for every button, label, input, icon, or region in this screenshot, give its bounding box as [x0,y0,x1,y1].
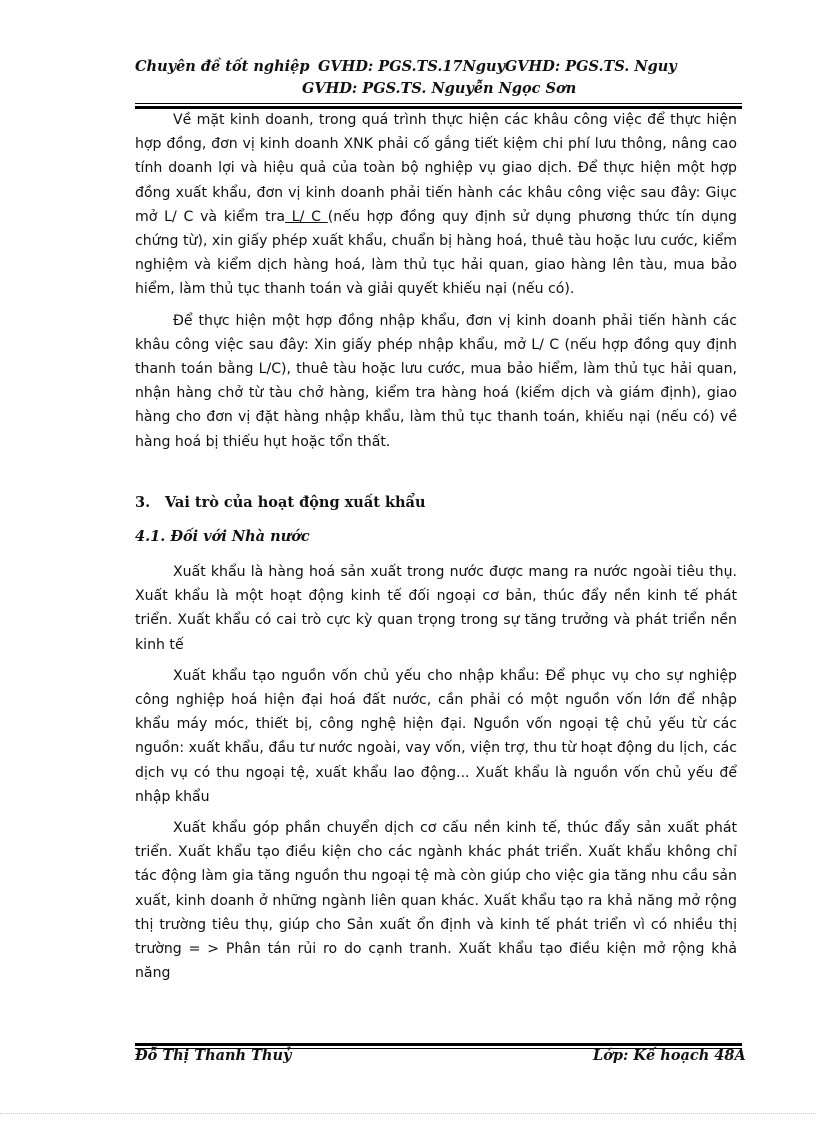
paragraph-text: Về mặt kinh doanh, trong quá trình thực hiện các khâu công việc để thực hiện hợp đồng, đơn vị kinh doanh XNK phải cố gắng tiết kiệm chi phí lưu thông, nâng cao tính doanh lợi và hiệu quả của toàn bộ nghiệp vụ giao dịch. Để thực hiện một hợp đồng xuất khẩu, đơn vị kinh doanh phải tiến hành các khâu công việc sau đây: Giục mở L/ C và kiểm tra [135,112,737,225]
paragraph-export-definition: Xuất khẩu là hàng hoá sản xuất trong nước được mang ra nước ngoài tiêu thụ. Xuất khẩu là một hoạt động kinh tế đối ngoại cơ bản, thúc đẩy nền kinh tế phát triển. Xuất khẩu có cai trò cực kỳ quan trọng trong sự tăng trưởng và phát triển nền kinh tế [135,564,737,653]
header-advisor: GVHD: PGS.TS. Nguyễn Ngọc Sơn [302,80,577,97]
section-4-1-heading: 4.1. Đối với Nhà nước [135,528,310,545]
paragraph-contract-export [135,108,737,302]
paragraph-export-capital: Xuất khẩu tạo nguồn vốn chủ yếu cho nhập khẩu: Để phục vụ cho sự nghiệp công nghiệp hoá hiện đại hoá đất nước, cần phải có một nguồn vốn lớn để nhập khẩu máy móc, thiết bị, công nghệ hiện đại. Nguồn vốn ngoại tệ chủ yếu từ các nguồn: xuất khẩu, đầu tư nước ngoài, vay vốn, viện trợ, thu từ hoạt động du lịch, các dịch vụ có thu ngoại tệ, xuất khẩu lao động... Xuất khẩu là nguồn vốn chủ yếu để nhập khẩu [135,667,737,805]
underlined-lc: L/ C [285,208,328,225]
paragraph-text: (nếu hợp đồng quy định sử dụng phương thức tín dụng chứng từ), xin giấy phép xuất khẩu, chuẩn bị hàng hoá, thuê tàu hoặc lưu cước, kiểm nghiệm và kiểm dịch hàng hoá, làm thủ tục hải quan, giao hàng lên tàu, mua bảo hiểm, làm thủ tục thanh toán và giải quyết khiếu nại (nếu có). [135,208,737,298]
header-line-1 [135,58,677,75]
section-number: 3. [135,494,151,511]
header-advisor-overlap: GVHD: PGS.TS.17NguyGVHD: PGS.TS. Nguy [318,58,677,75]
footer-author: Đỗ Thị Thanh Thuỷ [135,1047,292,1064]
paragraph-contract-import: Để thực hiện một hợp đồng nhập khẩu, đơn vị kinh doanh phải tiến hành các khâu công việc sau đây: Xin giấy phép nhập khẩu, mở L/ C (nếu hợp đồng quy định thanh toán bằng L/C), thuê tàu hoặc lưu cước, mua bảo hiểm, làm thủ tục hải quan, nhận hàng chở từ tàu chở hàng, kiểm tra hàng hoá (kiểm dịch và giám định), giao hàng cho đơn vị đặt hàng nhập khẩu, làm thủ tục thanh toán, khiếu nại (nếu có) về hàng hoá bị thiếu hụt hoặc tổn thất. [135,312,737,450]
body-top [135,108,737,454]
page-edge [0,1113,816,1114]
header-subject: Chuyên đề tốt nghiệp [135,58,310,75]
section-title: Vai trò của hoạt động xuất khẩu [165,494,426,511]
body-bottom [135,560,737,985]
footer-class: Lớp: Kế hoạch 48A [593,1047,746,1064]
paragraph-export-structure: Xuất khẩu góp phần chuyển dịch cơ cấu nền kinh tế, thúc đẩy sản xuất phát triển. Xuất khẩu tạo điều kiện cho các ngành khác phát triển. Xuất khẩu không chỉ tác động làm gia tăng nguồn thu ngoại tệ mà còn giúp cho việc gia tăng nhu cầu sản xuất, kinh doanh ở những ngành liên quan khác. Xuất khẩu tạo ra khả năng mở rộng thị trường tiêu thụ, giúp cho Sản xuất ổn định và kinh tế phát triển vì có nhiều thị trường = > Phân tán rủi ro do cạnh tranh. Xuất khẩu tạo điều kiện mở rộng khả năng [135,820,737,982]
section-3-heading [135,494,426,511]
